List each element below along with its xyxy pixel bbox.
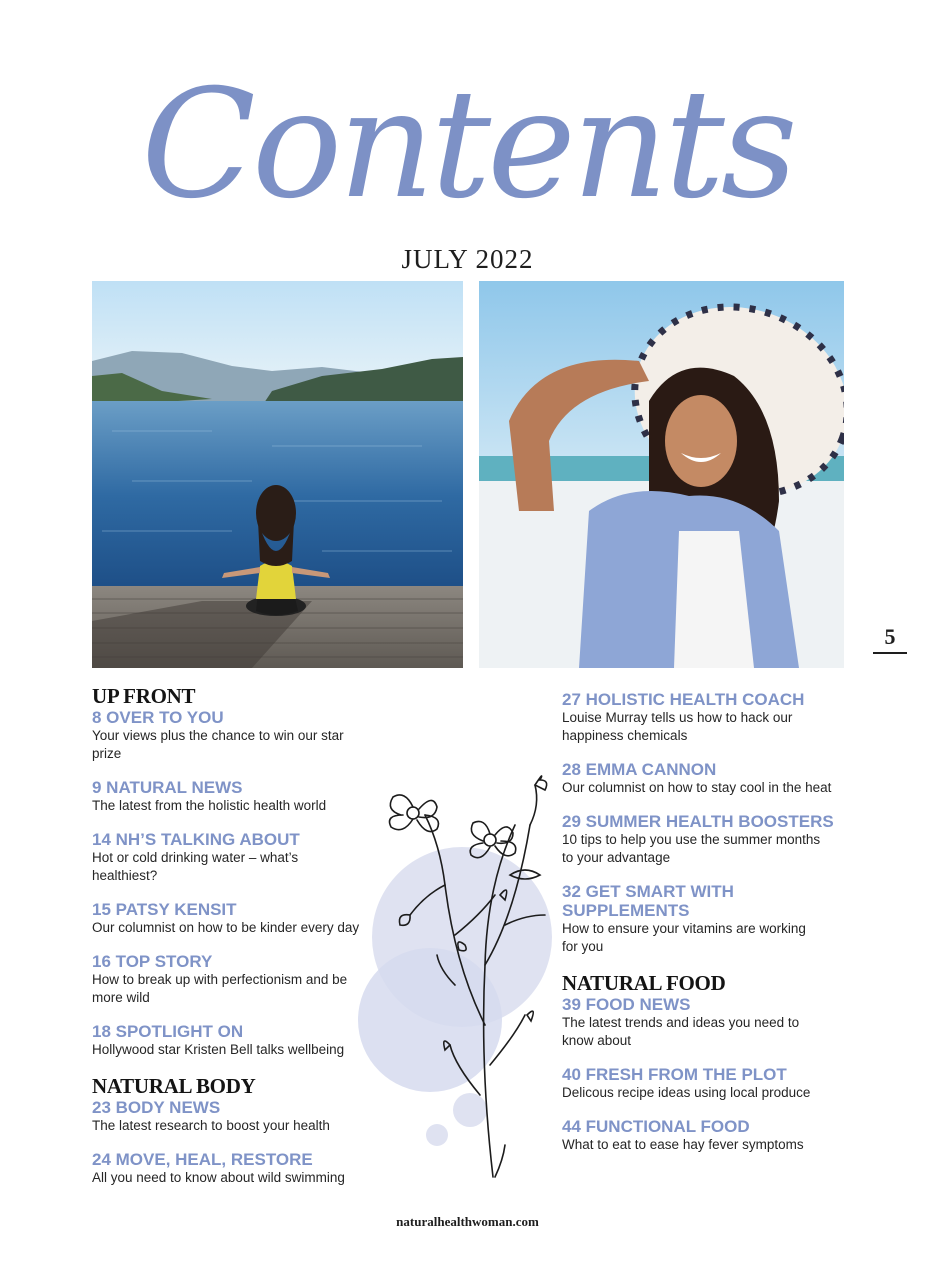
- contents-entry[interactable]: [562, 812, 852, 867]
- contents-entry[interactable]: [92, 708, 382, 763]
- entry-description: 10 tips to help you use the summer months to your advantage: [562, 832, 821, 865]
- entry-description: Hollywood star Kristen Bell talks wellbeing: [92, 1042, 345, 1057]
- entry-description: How to ensure your vitamins are working for you: [562, 921, 806, 954]
- entry-title: 39 FOOD NEWS: [562, 995, 691, 1014]
- entry-description: Our columnist on how to stay cool in the heat: [562, 780, 832, 795]
- entry-title: 28 EMMA CANNON: [562, 760, 717, 779]
- entry-title: 40 FRESH FROM THE PLOT: [562, 1065, 787, 1084]
- contents-entry[interactable]: [92, 778, 382, 815]
- entry-description: What to eat to ease hay fever symptoms: [562, 1137, 804, 1152]
- contents-entry[interactable]: [92, 952, 382, 1007]
- entry-description: Delicous recipe ideas using local produce: [562, 1085, 811, 1100]
- entry-description: Hot or cold drinking water – what’s healthiest?: [92, 850, 299, 883]
- issue-date: JULY 2022: [401, 244, 534, 274]
- lake-meditation-photo: [92, 281, 463, 668]
- right-contents-column: [562, 690, 852, 1169]
- entry-description: All you need to know about wild swimming: [92, 1170, 345, 1185]
- contents-entry[interactable]: [562, 1117, 852, 1154]
- entry-description: Your views plus the chance to win our star prize: [92, 728, 344, 761]
- page-number: 5: [884, 624, 896, 649]
- entry-title: 18 SPOTLIGHT ON: [92, 1022, 244, 1041]
- section-heading-natural-body: NATURAL BODY: [92, 1074, 256, 1098]
- entry-title: 8 OVER TO YOU: [92, 708, 224, 727]
- entry-title: 29 SUMMER HEALTH BOOSTERS: [562, 812, 834, 831]
- left-contents-column: [92, 684, 382, 1202]
- entry-title: 27 HOLISTIC HEALTH COACH: [562, 690, 805, 709]
- page-number-rule: [873, 652, 907, 654]
- entry-description: How to break up with perfectionism and be more wild: [92, 972, 348, 1005]
- entry-description: The latest from the holistic health world: [92, 798, 327, 813]
- contents-entry[interactable]: [562, 995, 852, 1050]
- section-heading-up-front: UP FRONT: [92, 684, 196, 708]
- entry-description: The latest research to boost your health: [92, 1118, 330, 1133]
- entry-title: 23 BODY NEWS: [92, 1098, 221, 1117]
- contents-entry[interactable]: [562, 690, 852, 745]
- entry-title: 24 MOVE, HEAL, RESTORE: [92, 1150, 313, 1169]
- entry-description: The latest trends and ideas you need to know about: [562, 1015, 800, 1048]
- footer-website-link[interactable]: naturalhealthwoman.com: [396, 1214, 539, 1229]
- contents-title: Contents: [141, 58, 794, 232]
- contents-entry[interactable]: [562, 760, 852, 797]
- contents-entry[interactable]: [92, 900, 382, 937]
- contents-entry[interactable]: [92, 1098, 382, 1135]
- entry-title: 15 PATSY KENSIT: [92, 900, 237, 919]
- entry-title: 9 NATURAL NEWS: [92, 778, 243, 797]
- entry-description: Our columnist on how to be kinder every day: [92, 920, 360, 935]
- contents-entry[interactable]: [92, 1150, 382, 1187]
- contents-entry[interactable]: [562, 882, 852, 956]
- entry-title: 32 GET SMART WITH SUPPLEMENTS: [562, 882, 734, 920]
- beach-sunhat-photo: [479, 281, 844, 668]
- section-heading-natural-food: NATURAL FOOD: [562, 971, 726, 995]
- contents-entry[interactable]: [92, 830, 382, 885]
- entry-title: 16 TOP STORY: [92, 952, 213, 971]
- contents-entry[interactable]: [92, 1022, 382, 1059]
- entry-title: 44 FUNCTIONAL FOOD: [562, 1117, 750, 1136]
- contents-entry[interactable]: [562, 1065, 852, 1102]
- entry-description: Louise Murray tells us how to hack our happiness chemicals: [562, 710, 793, 743]
- entry-title: 14 NH’S TALKING ABOUT: [92, 830, 300, 849]
